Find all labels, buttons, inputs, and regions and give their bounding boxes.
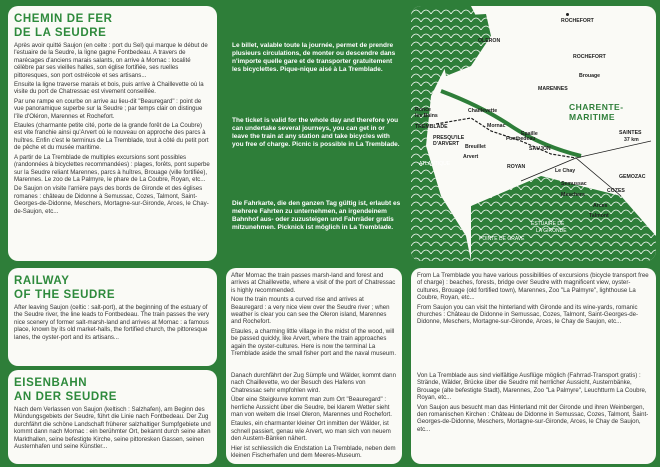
town-label: ROCHEFORT [561, 18, 594, 24]
town-label: OLERON [478, 38, 501, 44]
town-label: Semussac [561, 181, 587, 187]
english-body [8, 302, 217, 341]
french-body [8, 40, 217, 215]
road-saintes [576, 141, 651, 158]
town-label: PRESQU'ILE [433, 135, 465, 141]
ocean-label: ATLANTIQUE [419, 161, 451, 167]
town-label: ROYAN [507, 164, 526, 170]
region-label-line2: MARITIME [569, 112, 616, 122]
town-label: Arvert [463, 154, 479, 160]
middle-english-paragraph: After Mornac the train passes marsh-land and forest and arrives at Chaillevette, where a visit of the port of Chatressac is highly recommended. [231, 272, 396, 294]
right-german-block [417, 372, 650, 435]
town-label: Arces [593, 203, 608, 209]
town-label: MARENNES [538, 86, 568, 92]
pointe-grave-label: POINTE DE GRAVE [479, 236, 525, 242]
town-label: Fontbedeau [506, 136, 536, 142]
german-title [8, 370, 217, 404]
gironde-estuary [471, 176, 656, 261]
ticket-info-en: The ticket is valid for the whole day and therefore you can undertake several journeys, you can get in or leave the train at any station and take bicycles with you free of charge. Picnic is possible in La Tremblade. [232, 117, 400, 148]
right-english-block [417, 272, 650, 328]
town-label: Epaille [521, 131, 538, 137]
french-paragraph: De Saujon on visite l'arrière pays des bords de Gironde et des églises romanes : château de Didonne à Semussac, Cozes, Talmont, Saint-Georges-de-Didonne, Meschers, Mortagne-sur-Gironde, Arces, le Chay-de-Saujon, etc... [14, 185, 209, 215]
town-label: GEMOZAC [619, 174, 646, 180]
ticket-info-fr: Le billet, valable toute la journée, permet de prendre plusieurs circulations, de monter ou descendre dans n'importe quelle gare et de transporter gratuitement les bicyclettes. Pique-nique aisé à La Tremblade. [232, 42, 396, 73]
german-body [8, 404, 217, 450]
town-label: Meschers [561, 192, 585, 198]
town-label: Chaillevette [468, 108, 498, 114]
french-paragraph: Ensuite la ligne traverse marais et bois, puis arrive à Chaillevette où la visite du port de Chatressac est vivement conseillée. [14, 81, 204, 96]
town-label: SAUJON [529, 146, 551, 152]
middle-english-block [231, 272, 397, 359]
french-paragraph: Après avoir quitté Saujon (en celte : port du Sel) qui marque le début de l'estuaire de la Seudre, la ligne gagne Fontbedeau. A travers de marécages d'anciens marais salants, on arrive à Mornac : localité célèbre par ses vieilles halles, son église fortifiée, ses ruelles pittoresques, son port ostréicole et ses artisans... [14, 42, 208, 79]
town-label: Le Chay [555, 168, 576, 174]
french-title-line2: DE LA SEUDRE [14, 27, 107, 39]
ticket-info-de: Die Fahrkarte, die den ganzen Tag gültig ist, erlaubt es mehrere Fahrten zu unternehmen, an irgendeinem Bahnhof aus- oder zuzusteigen und Fahrräder gratis mitzunehmen. Picknick ist möglich in La Tremblade. [232, 200, 401, 231]
region-label [569, 102, 624, 122]
town-label: ROCHEFORT [573, 54, 606, 60]
english-title-line1: RAILWAY [14, 275, 70, 287]
english-paragraph: After leaving Saujon (celtic : salt-port), at the beginning of the estuary of the Seudre river, the line leads to Fontbedeau. The train passes the very nice scenery of former salt-marsh-land and arrives at Mornac : a famous place, known by its old market-halls, the fortified church, the pittoresque lanes, the oyster-port and its artisans... [14, 304, 210, 341]
right-english-paragraph: From La Tremblade you have various possibilities of excursions (bicycle transport free of charge) : beaches, forests, bridge over Seudre with magnificent view, oyster-cultures, Brouage (old fortified town), Marennes, Zoo "La Palmyre", lighthouse La Coubre, Royan, etc... [417, 272, 649, 302]
middle-german-paragraph: Hier ist schliesslich die Endstation La Tremblade, neben dem kleinen Fischerhafen und dem Meeres-Museum. [231, 444, 396, 460]
town-label: COZES [607, 188, 625, 194]
middle-german-paragraph: Danach durchfährt der Zug Sümpfe und Wälder, kommt dann nach Chaillevette, wo der Besuch des Hafens von Chatressac sehr empfohlen wird. [231, 372, 396, 394]
town-label: SAINTES [619, 130, 642, 136]
french-paragraph: Etaules (charmante petite cité, porte de la grande forêt de La Coubre) est vite franchie ainsi qu'Arvert où le nouveau on approche des parcs à huîtres. Enfin c'est le terminus de La Tremblade, tout à côté du petit port de pêche et du musée maritime. [14, 122, 209, 152]
town-label: Brouage [579, 73, 601, 79]
right-text-panel [411, 268, 656, 464]
middle-english-paragraph: Now the train mounts a curved rise and arrives at Beauregard : a very nice view over the Seudre river ; when weather is clear you can see the Oleron island, Marennes and Rochefort. [231, 296, 390, 326]
map-dot [566, 13, 569, 16]
middle-english-paragraph: Etaules, a charming little village in the midst of the wood, will be passed quickly, like Arvert, where the train approaches again the oyster-cultures. Here is now the terminal La Tremblade aside the small fisher port and the naval museum. [231, 327, 397, 358]
english-title [8, 268, 217, 302]
town-label: Ronce [415, 107, 431, 113]
right-english-paragraph: From Saujon you can visit the hinterland with Gironde and its wine-yards, romanic churches : Château de Didonne in Semussac, Cozes, Talmont, Saint-Georges-de-Didonne, Meschers, Mortagne-sur-Gironde, Arces, le Chay de Saujon, etc... [417, 303, 639, 326]
region-map [411, 6, 656, 261]
german-title-line1: EISENBAHN [14, 377, 88, 389]
german-title-line2: AN DER SEUDRE [14, 391, 118, 403]
estuary-label: LA GIRONDE [536, 228, 567, 234]
town-label: Breuillet [465, 144, 486, 150]
french-paragraph: Par une rampe en courbe on arrive au lieu-dit "Beauregard" : point de vue panoramique superbe sur la Seudre ; par temps clair on distingue l'île d'Oléron, Marennes et Rochefort. [14, 97, 203, 120]
french-paragraph: A partir de La Tremblade de multiples excursions sont possibles (randonnées à bicyclettes recommandées) : plages, forêts, pont superbe sur la Seudre reliant Marennes, parcs à huîtres, Brouage (ville fortifiée), Marennes. Le zoo de La Palmyre, le phare de La Coubre, Royan, etc... [14, 153, 210, 183]
town-label: D'ARVERT [433, 141, 460, 147]
region-label-line1: CHARENTE- [569, 102, 624, 112]
french-panel [8, 6, 217, 261]
german-paragraph: Nach dem Verlassen von Saujon (keltisch : Salzhafen), am Beginn des Mündungsgebiets der Seudre, führt die Linie nach Fontbedeau. Der Zug durchfährt die schöne Landschaft früherer salzhaltiger Sumpfgebiete und kommt dann nach Mornac : ein berühmter Ort, bekannt durch seine alten Markthallen, seine befestigte Kirche, seine pittoresken Gassen, seinen Austernhafen und seine Künstler... [14, 406, 211, 451]
french-title-line1: CHEMIN DE FER [14, 13, 113, 25]
right-german-paragraph: Von La Tremblade aus sind vielfältige Ausflüge möglich (Fahrrad-Transport gratis) : Strände, Wälder, Brücke über die Seudre mit herrlicher Aussicht, Austernbänke, Brouage (alte befestigte Stadt), Marennes, Zoo "La Palmyre", Leuchtturm La Coubre, Royan, etc... [417, 372, 647, 402]
middle-german-paragraph: Über eine Steigkurve kommt man zum Ort "Beauregard" : herrliche Aussicht über die Seudre, bei klarem Wetter sieht man von weitem die Insel Oleron, Marennes und Rochefort. [231, 396, 392, 419]
middle-text-panel [226, 268, 402, 464]
english-panel [8, 268, 217, 366]
english-title-line2: OF THE SEUDRE [14, 289, 116, 301]
middle-german-paragraph: Etaules, ein charmanter kleiner Ort inmitten der Wälder, ist schnell passiert, genau wie Arvert, wo man sich von neuem den Austern-Bänken nähert. [231, 420, 391, 443]
german-panel [8, 370, 217, 464]
town-label: 37 km [624, 137, 639, 143]
town-label: TREMBLADE [415, 124, 448, 130]
town-label: Mornac [487, 123, 506, 129]
right-german-paragraph: Von Saujon aus besucht man das Hinterland mit der Gironde und ihren Weinbergen, den romanischen Kirchen : Château de Didonne in Semussac, Cozes, Talmont, Saint-Georges-de-Didonne, Meschers, Mortagne-sur-Gironde, Arces, le Chay de Saujon, etc... [417, 403, 649, 433]
town-label: Talmont [589, 213, 609, 219]
middle-german-block [231, 372, 397, 461]
french-title [8, 6, 217, 40]
town-label: les Bains [415, 113, 438, 119]
seudre-river [441, 91, 581, 156]
estuary-label: ESTUAIRE DE [531, 221, 565, 227]
